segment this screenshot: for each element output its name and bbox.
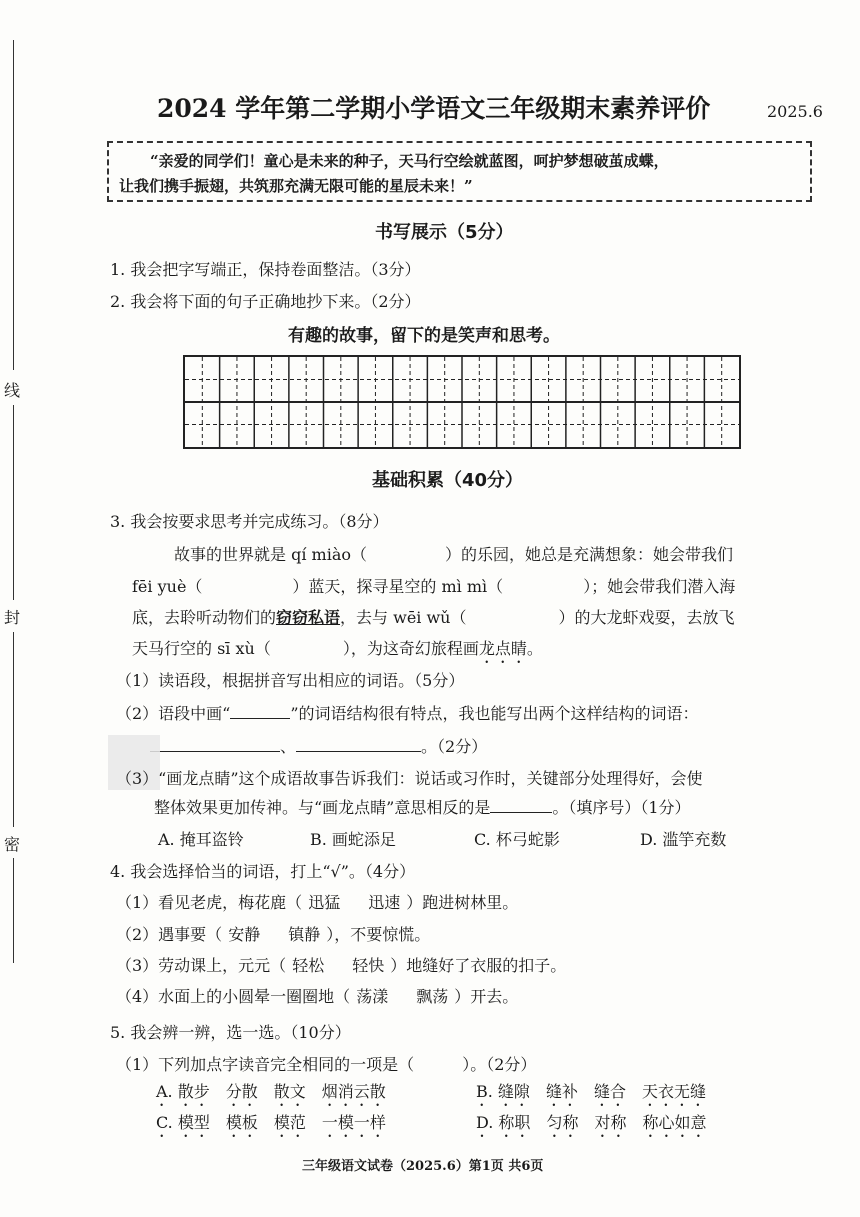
q3-text: ），为这奇幻旅程画 [342,639,479,658]
q4-suffix: ）地缝好了衣服的扣子。 [390,956,567,975]
q3-text: ）的乐园，她总是充满想象：她会带我们 [445,545,734,564]
question-2: 2. 我会将下面的句子正确地抄下来。（2分） [110,292,421,311]
q4-prefix: （4）水面上的小圆晕一圈圈地（ [116,987,351,1006]
question-3: 3. 我会按要求思考并完成练习。（8分） [110,512,389,531]
q3-text: 故事的世界就是 qí miào（ [174,545,367,564]
binding-line [13,40,14,370]
answer-blank-word-2[interactable] [296,751,421,752]
writing-grid[interactable] [183,355,741,449]
q5-option-d[interactable] [476,1113,722,1141]
question-1: 1. 我会把字写端正，保持卷面整洁。（3分） [110,260,421,279]
q4-prefix: （3）劳动课上，元元（ [116,956,287,975]
q3-text: 。（填序号）（1分） [552,798,691,817]
q3-option-d[interactable]: D. 滥竽充数 [640,830,727,849]
q3-text: ）；她会带我们潜入海 [583,577,736,596]
q4-item [116,925,430,945]
q3-para-line-1 [174,545,733,565]
copy-sentence: 有趣的故事，留下的是笑声和思考。 [288,326,560,346]
page-title: 2024 学年第二学期小学语文三年级期末素养评价 [157,94,711,123]
dotted-chars: 龙点睛 [478,639,527,658]
q4-choice-a[interactable]: 安静 [228,925,261,944]
q5-option-b[interactable] [476,1082,722,1110]
binding-line [13,632,14,827]
q5-option-a[interactable] [156,1082,402,1110]
question-4: 4. 我会选择恰当的词语，打上“√”。（4分） [110,862,416,881]
q3-text: 天马行空的 sī xù（ [132,639,271,658]
answer-blank-word-1[interactable] [150,751,280,752]
q3-text: ）的大龙虾戏耍，去放飞 [558,608,735,627]
grid-lines [185,357,739,447]
q5-word: 称心如意 [642,1113,707,1132]
q3-text: ”的词语结构很有特点，我也能写出两个这样结构的词语： [290,704,699,723]
q3-option-a[interactable]: A. 掩耳盗铃 [158,830,244,849]
binding-char-seal: 封 [4,608,21,627]
q4-suffix: ）开去。 [454,987,519,1006]
q3-sub-1: （1）读语段，根据拼音写出相应的词语。（5分） [116,671,465,690]
q3-sub-2 [116,704,699,724]
q4-suffix: ），不要惊慌。 [326,925,431,944]
q4-choice-a[interactable]: 荡漾 [356,987,389,1006]
q3-option-b[interactable]: B. 画蛇添足 [310,830,396,849]
q3-option-c[interactable]: C. 杯弓蛇影 [474,830,560,849]
q5-word: 天衣无缝 [641,1082,706,1101]
q4-choice-a[interactable]: 迅猛 [308,893,341,912]
q5-word: D. 称职 [476,1113,531,1132]
q5-word: 模范 [273,1113,306,1132]
q5-word: 烟消云散 [321,1082,386,1101]
q4-item [116,987,518,1007]
q3-text: 。 [526,639,543,658]
q4-choice-a[interactable]: 轻松 [292,956,325,975]
section-heading-basics: 基础积累（40分） [372,470,524,491]
q3-text: ，去与 wēi wǔ（ [340,608,467,627]
q3-text: ）蓝天，探寻星空的 mì mì（ [292,577,504,596]
q5-sub-1 [116,1055,536,1075]
answer-blank-choice[interactable] [490,812,552,813]
q5-text: ）。（2分） [462,1055,537,1074]
binding-line [13,405,14,600]
q5-word: 一模一样 [321,1113,386,1132]
q5-word: 对称 [594,1113,627,1132]
q3-text: 底，去聆听动物们的 [132,608,277,627]
question-5: 5. 我会辨一辨，选一选。（10分） [110,1023,351,1042]
page-footer: 三年级语文试卷（2025.6）第1页 共6页 [302,1159,544,1174]
exam-date: 2025.6 [767,102,823,121]
binding-char-secret: 密 [4,835,21,854]
section-heading-writing: 书写展示（5分） [375,222,514,243]
underlined-idiom: 窃窃私语 [276,608,341,627]
q4-choice-b[interactable]: 镇静 [288,925,321,944]
binding-line [13,858,14,963]
q4-choice-b[interactable]: 轻快 [352,956,385,975]
q3-text: 、 [280,737,297,756]
q4-item [116,956,566,976]
q5-word: B. 缝隙 [476,1082,530,1101]
quote-line-2: 让我们携手振翅，共筑那充满无限可能的星辰未来！” [119,177,473,195]
q5-word: 分散 [225,1082,258,1101]
q3-text: fēi yuè（ [132,577,203,596]
q5-word: 缝补 [545,1082,578,1101]
q3-text: 整体效果更加传神。与“画龙点睛”意思相反的是 [154,798,491,817]
q4-prefix: （2）遇事要（ [116,925,223,944]
q5-text: （1）下列加点字读音完全相同的一项是（ [116,1055,415,1074]
q3-sub-3: （3）“画龙点睛”这个成语故事告诉我们：说话或习作时，关键部分处理得好，会使 [116,769,703,788]
q3-text: 。（2分） [421,737,488,756]
q5-word: 匀称 [546,1113,579,1132]
q3-text: （2）语段中画“ [116,704,231,723]
q3-para-line-4 [132,639,543,667]
q4-prefix: （1）看见老虎，梅花鹿（ [116,893,303,912]
quote-line-1: “亲爱的同学们！童心是未来的种子，天马行空绘就蓝图，呵护梦想破茧成蝶， [150,152,669,170]
q4-suffix: ）跑进树林里。 [406,893,519,912]
q5-option-c[interactable] [156,1113,402,1141]
q4-choice-b[interactable]: 迅速 [368,893,401,912]
q5-word: C. 模型 [156,1113,210,1132]
q5-word: A. 散步 [156,1082,210,1101]
q4-choice-b[interactable]: 飘荡 [416,987,449,1006]
q3-sub-3-cont [154,798,691,818]
q3-para-line-3 [132,608,735,628]
q5-word: 散文 [273,1082,306,1101]
q4-item [116,893,518,913]
q5-word: 模板 [225,1113,258,1132]
q3-para-line-2 [132,577,735,597]
q5-word: 缝合 [593,1082,626,1101]
q3-sub-2-answers [150,737,487,757]
answer-blank-underlined-word[interactable] [230,718,290,719]
binding-char-line: 线 [4,381,21,400]
